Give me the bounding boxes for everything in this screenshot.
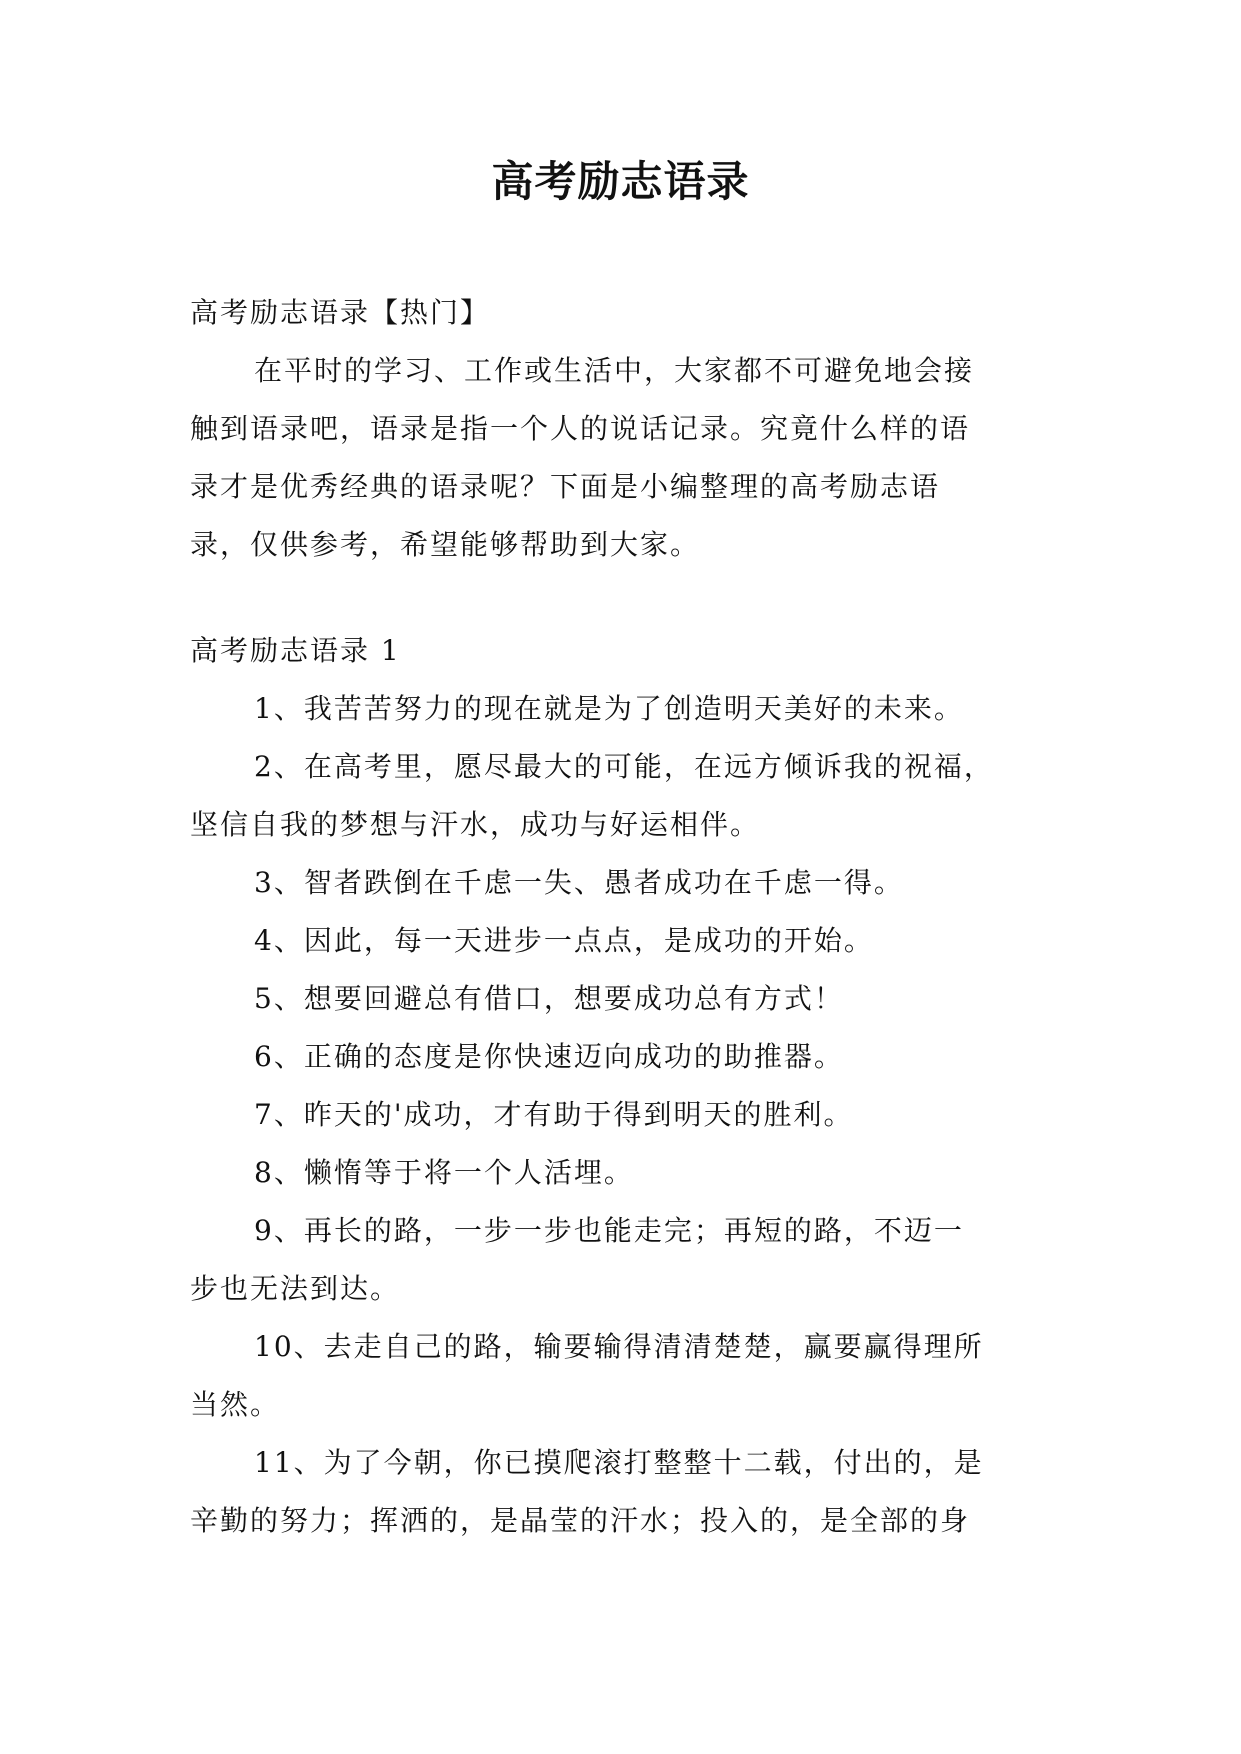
quote-line: 8、懒惰等于将一个人活埋。 [254,1156,634,1189]
quote-line: 9、再长的路，一步一步也能走完；再短的路，不迈一 [254,1214,964,1247]
quote-line: 3、智者跌倒在千虑一失、愚者成功在千虑一得。 [254,866,904,899]
intro-line: 录才是优秀经典的语录呢？下面是小编整理的高考励志语 [190,470,941,503]
quote-line: 11、为了今朝，你已摸爬滚打整整十二载，付出的，是 [254,1446,984,1479]
quote-line: 10、去走自己的路，输要输得清清楚楚，赢要赢得理所 [254,1330,984,1363]
document-body [190,284,1050,1550]
quote-line: 当然。 [190,1388,281,1421]
intro-line: 在平时的学习、工作或生活中，大家都不可避免地会接 [254,354,975,387]
quote-line: 5、想要回避总有借口，想要成功总有方式！ [254,982,844,1015]
quote-line: 4、因此，每一天进步一点点，是成功的开始。 [254,924,874,957]
intro-heading: 高考励志语录【热门】 [190,296,491,329]
quote-line: 坚信自我的梦想与汗水，成功与好运相伴。 [190,808,761,841]
quote-line: 1、我苦苦努力的现在就是为了创造明天美好的未来。 [254,692,964,725]
intro-line: 录，仅供参考，希望能够帮助到大家。 [190,528,701,561]
paragraph-gap [190,574,1050,622]
quote-line: 2、在高考里，愿尽最大的可能，在远方倾诉我的祝福， [254,750,994,783]
section-heading: 高考励志语录 1 [190,634,401,667]
document-title: 高考励志语录 [491,157,750,206]
quote-line: 步也无法到达。 [190,1272,401,1305]
quote-line: 7、昨天的'成功，才有助于得到明天的胜利。 [254,1098,854,1131]
quote-line: 6、正确的态度是你快速迈向成功的助推器。 [254,1040,844,1073]
quote-line: 辛勤的努力；挥洒的，是晶莹的汗水；投入的，是全部的身 [190,1504,971,1537]
intro-line: 触到语录吧，语录是指一个人的说话记录。究竟什么样的语 [190,412,971,445]
